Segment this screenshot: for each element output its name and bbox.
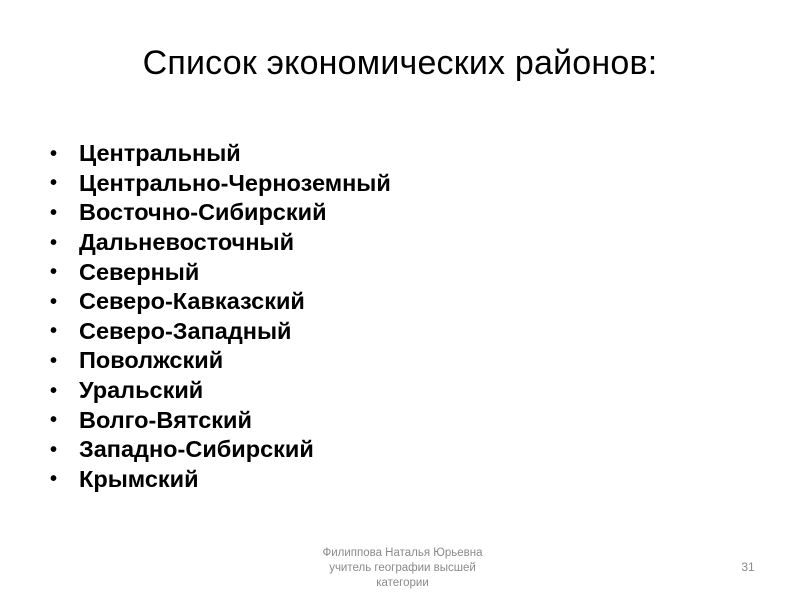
list-item xyxy=(50,465,391,495)
economic-regions-list xyxy=(50,139,391,494)
bullet-icon: • xyxy=(50,261,58,284)
footer-author xyxy=(295,546,510,591)
list-item xyxy=(50,139,391,169)
footer-author-line: категории xyxy=(376,577,429,589)
list-item xyxy=(50,228,391,258)
bullet-icon: • xyxy=(50,172,58,195)
list-item-label: Волго-Вятский xyxy=(79,406,252,433)
slide-title: Список экономических районов: xyxy=(142,44,658,82)
footer-author-line: Филиппова Наталья Юрьевна xyxy=(322,547,483,559)
list-item xyxy=(50,317,391,347)
list-item xyxy=(50,376,391,406)
bullet-icon: • xyxy=(50,409,58,432)
list-item-label: Северо-Западный xyxy=(79,317,292,344)
list-item xyxy=(50,435,391,465)
list-item xyxy=(50,198,391,228)
list-item-label: Западно-Сибирский xyxy=(79,436,314,463)
bullet-icon: • xyxy=(50,142,58,165)
list-item-label: Центрально-Черноземный xyxy=(79,169,391,196)
list-item xyxy=(50,257,391,287)
bullet-icon: • xyxy=(50,349,58,372)
bullet-icon: • xyxy=(50,468,58,491)
list-item xyxy=(50,346,391,376)
list-item xyxy=(50,287,391,317)
list-item-label: Северный xyxy=(79,258,200,285)
bullet-icon: • xyxy=(50,290,58,313)
list-item-label: Северо-Кавказский xyxy=(79,288,305,315)
bullet-icon: • xyxy=(50,201,58,224)
list-item-label: Дальневосточный xyxy=(79,229,295,256)
list-item-label: Восточно-Сибирский xyxy=(79,199,327,226)
bullet-icon: • xyxy=(50,320,58,343)
list-item xyxy=(50,169,391,199)
bullet-icon: • xyxy=(50,438,58,461)
list-item-label: Крымский xyxy=(79,465,199,492)
page-number: 31 xyxy=(741,560,755,574)
list-item-label: Поволжский xyxy=(79,347,224,374)
bullet-icon: • xyxy=(50,231,58,254)
list-item-label: Центральный xyxy=(79,140,241,167)
list-item-label: Уральский xyxy=(79,377,204,404)
bullet-icon: • xyxy=(50,379,58,402)
footer-author-line: учитель географии высшей xyxy=(329,562,476,574)
list-item xyxy=(50,405,391,435)
